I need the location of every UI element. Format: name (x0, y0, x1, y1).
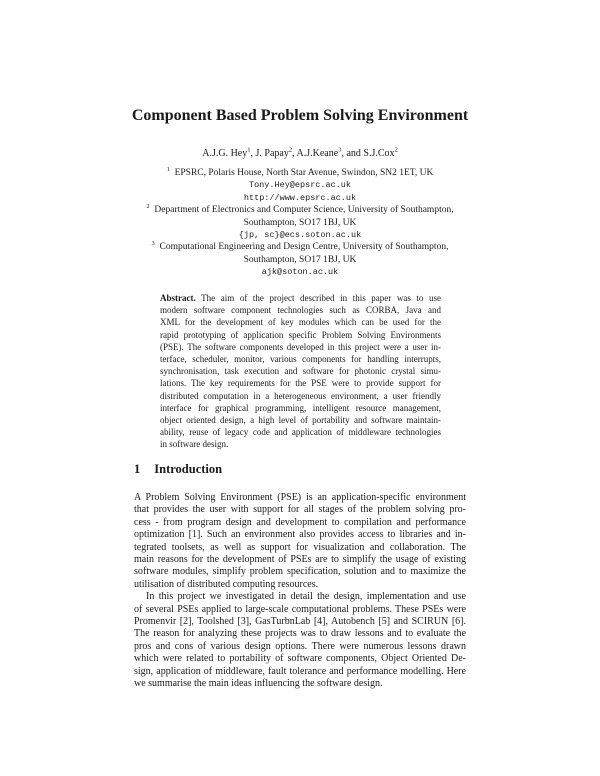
author: A.J.G. Hey$^1$, (202, 146, 256, 159)
author: S.J.Cox$^2$ (363, 146, 398, 159)
paragraph-line: A Problem Solving Environment (PSE) is an application-specific environment (134, 492, 466, 503)
email[interactable]: Tony.Hey@epsrc.ac.uk (248, 180, 352, 191)
url-link[interactable]: http://www.epsrc.ac.uk (243, 192, 357, 203)
abstract-line: modern software component technologies such as CORBA, Java and (160, 305, 441, 316)
abstract-line: interface for graphical programming, intelligent resource management, (160, 402, 441, 413)
abstract-line: in software design. (160, 439, 229, 450)
abstract-line: Abstract. The aim of the project described in this paper was to use (160, 293, 441, 303)
paragraph-line: utilisation of distributed computing resources. (134, 578, 319, 590)
paragraph-line: sign, application of middleware, fault tolerance and performance modelling. Here (134, 665, 466, 677)
affiliation-2: $^2$ Department of Electronics and Computer Science, University of Southampton, Southampton, SO17 1BJ, UK {jp, sc}@ecs.soton.ac.uk (0, 204, 600, 241)
paragraph-line: In this project we investigated in detail the design, implementation and use (146, 591, 466, 603)
abstract-line: synchronisation, task execution and software for photonic crystal simu- (160, 366, 441, 377)
paragraph-line: optimization [1]. Such an environment also provides access to libraries and in- (134, 529, 466, 541)
paper-title: Component Based Problem Solving Environment (131, 107, 469, 124)
author: J. Papay$^2$, (255, 146, 297, 159)
paragraph-line: cess - from program design and development to compilation and performance (134, 516, 466, 528)
paragraph-line: pros and cons of various design options. There were numerous lessons drawn (134, 640, 466, 652)
paragraph-line: tegrated toolsets, as well as support for visualization and collaboration. The (134, 541, 466, 553)
affiliation-1: $^1$ EPSRC, Polaris House, North Star Avenue, Swindon, SN2 1ET, UK Tony.Hey@epsrc.ac.uk http://www.epsrc.ac.uk (0, 167, 600, 204)
email[interactable]: {jp, sc}@ecs.soton.ac.uk (238, 230, 362, 241)
abstract-line: XML for the development of key modules which can be used for the (160, 317, 441, 328)
author: A.J.Keane$^3$, and (296, 146, 364, 159)
paragraph-line: we summarise the main ideas influencing the software design. (134, 678, 383, 690)
paragraph-line: main reasons for the development of PSEs are to simplify the usage of existing (134, 554, 466, 566)
abstract-line: ability, reuse of legacy code and application of middleware technologies (160, 427, 441, 438)
email[interactable]: ajk@soton.ac.uk (261, 267, 339, 278)
abstract-line: rapid prototyping of application specific Problem Solving Environments (160, 329, 441, 340)
abstract-line: (PSE). The software components developed in this project were a user in- (160, 341, 441, 352)
paragraph-line: software modules, simplify problem specification, solution and to maximize the (134, 566, 466, 578)
abstract-label: Abstract. (160, 293, 196, 303)
abstract-line: lations. The key requirements for the PSE were to provide support for (160, 378, 441, 389)
abstract-line: distributed computation in a heterogeneous environment, a user friendly (160, 390, 441, 401)
paragraph-line: which were related to portability of software components, Object Oriented De- (134, 653, 466, 665)
affiliations (0, 167, 600, 279)
abstract (160, 292, 441, 451)
section-heading: 1 Introduction (134, 462, 223, 476)
paragraph-line: Promenvir [2], Toolshed [3], GasTurbnLab [4], Autobench [5] and SCIRUN [6]. (134, 616, 466, 628)
abstract-line: object oriented design, a high level of portability and software maintain- (160, 415, 441, 426)
affiliation-3: $^3$ Computational Engineering and Design Centre, University of Southampton, Southampton, SO17 1BJ, UK ajk@soton.ac.uk (0, 241, 600, 278)
paragraph-line: The reason for analyzing these projects was to draw lessons and to evaluate the (134, 628, 466, 640)
paragraph-line: that provides the user with support for all stages of the problem solving pro- (134, 504, 466, 516)
author-list (0, 148, 600, 159)
abstract-line: terface, scheduler, monitor, various components for handling interrupts, (160, 354, 441, 365)
paragraph-line: of several PSEs applied to large-scale computational problems. These PSEs were (134, 603, 466, 615)
section-body (134, 492, 466, 691)
